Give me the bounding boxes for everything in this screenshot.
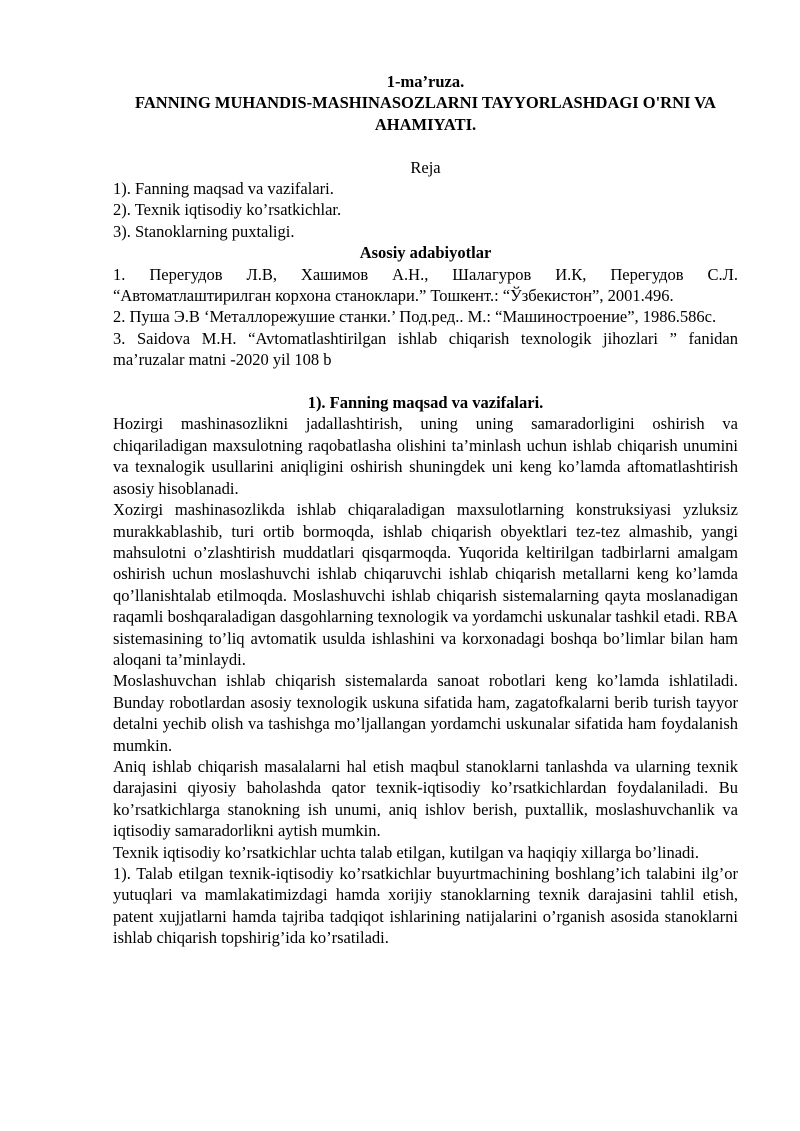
reja-item: 3). Stanoklarning puxtaligi. [113, 221, 295, 241]
body-paragraph: Moslashuvchan ishlab chiqarish sistemalarda sanoat robotlari keng ko’lamda ishlatiladi. Bunday robotlardan asosiy texnologik uskuna sifatida ham, zagatofkalarni berib turish tayyor detalni yechib olish va tashishga mo’ljallangan yordamchi uskunalar sifatida ham foydalanish mumkin. [113, 671, 738, 755]
literature-item: 2. Пуша Э.В ‘Металлорежушие станки.’ Под.ред.. М.: “Машиностроение”, 1986.586с. [113, 307, 717, 327]
body-paragraph: Texnik iqtisodiy ko’rsatkichlar uchta talab etilgan, kutilgan va haqiqiy xillarga bo’linadi. [113, 842, 699, 862]
literature-heading: Asosiy adabiyotlar [359, 243, 492, 263]
reja-heading: Reja [410, 157, 441, 177]
body-paragraph: Hozirgi mashinasozlikni jadallashtirish, uning uning samaradorligini oshirish va chiqariladigan maxsulotning raqobatlasha olishini ta’minlash uchun ishlab chiqarish unumini va texnalogik usullarini aniqligini oshirish shuningdek uni keng ko’lamda aftomatlashtirish asosiy hisoblanadi. [113, 414, 738, 498]
blank-line [113, 135, 738, 156]
body-paragraph: 1). Talab etilgan texnik-iqtisodiy ko’rsatkichlar buyurtmachining boshlang’ich talabini ilg’or yutuqlari va mamlakatimizdagi hamda xorijiy stanoklarning texnik darajasini tahlil etish, patent xujjatlarni hamda tajriba tadqiqot ishlarining natijalarini o’rganish asosida stanoklarni ishlab chiqarish topshirig’ida ko’rsatiladi. [113, 864, 738, 948]
reja-item: 1). Fanning maqsad va vazifalari. [113, 179, 334, 199]
blank-line [113, 371, 738, 392]
section-title: 1). Fanning maqsad va vazifalari. [307, 393, 544, 413]
literature-item: 3. Saidova М.Н. “Avtomatlashtirilgan ishlab chiqarish texnologik jihozlari ” fanidan ma’ruzalar matni -2020 yil 108 b [113, 328, 738, 370]
literature-item: 1. Перегудов Л.В, Хашимов А.Н., Шалагуров И.К, Перегудов С.Л. “Автоматлаштирилган корхона станоклари.” Тошкент.: “Ўзбекистон”, 2001.496. [113, 264, 738, 306]
lecture-number: 1-ma’ruza. [386, 72, 465, 91]
body-paragraph: Xozirgi mashinasozlikda ishlab chiqaraladigan maxsulotlarning konstruksiyasi yzluksiz murakkablashib, turi ortib bormoqda, ishlab chiqarish obyektlari tez-tez almashib, yangi mahsulotni o’zlashtirish muddatlari qisqarmoqda. Yuqorida keltirilgan tadbirlarni amalgam oshirish uchun moslashuvchi ishlab chiqaruvchi ishlab chiqarish metallarni keng ko’lamda qo’llanishtalab etilmoqda. Moslashuvchi ishlab chiqarish sistemalarning qayta moslanadigan raqamli boshqaraladigan dasgohlarning texnologik va yordamchi uskunalar tashkil etadi. RBA sistemasining to’liq avtomatik usulda ishlashini va korxonadagi boshqa bo’limlar bilan ham aloqani ta’minlaydi. [113, 500, 738, 669]
reja-item: 2). Texnik iqtisodiy ko’rsatkichlar. [113, 200, 342, 220]
body-paragraph: Aniq ishlab chiqarish masalalarni hal etish maqbul stanoklarni tanlashda va ularning texnik darajasini qiyosiy baholashda qator texnik-iqtisodiy ko’rsatkichlardan foydalaniladi. Bu ko’rsatkichlarga stanokning ish unumi, aniq ishlov berish, puxtallik, moslashuvchanlik va iqtisodiy samaradorlikni aytish mumkin. [113, 756, 738, 841]
lecture-title: FANNING MUHANDIS-MASHINASOZLARNI TAYYORLASHDAGI O'RNI VA AHAMIYATI. [135, 93, 716, 134]
